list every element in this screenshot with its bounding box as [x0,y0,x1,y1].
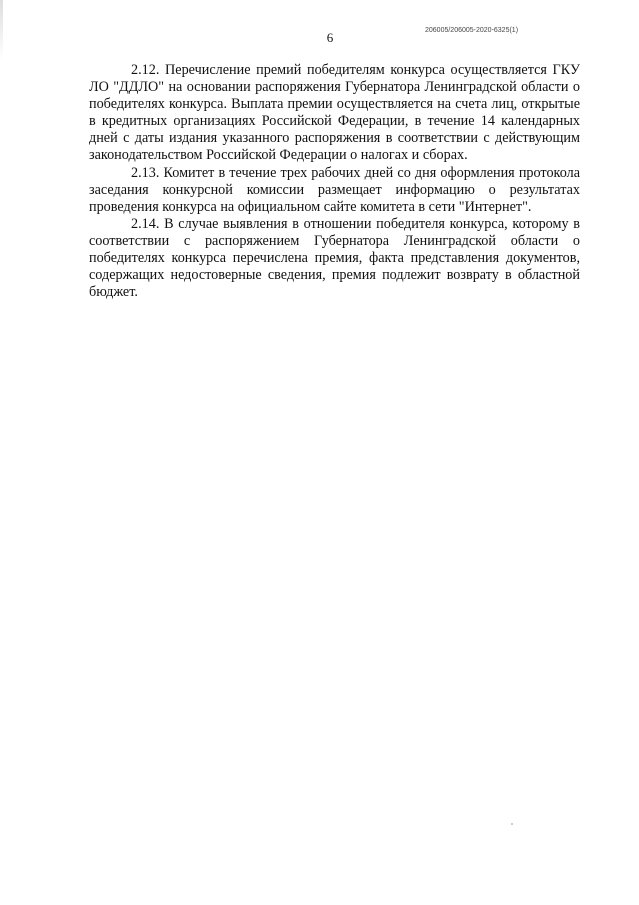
scan-edge-mark [0,0,3,60]
document-body [89,62,580,301]
document-id: 206005/206005-2020-6325(1) [425,27,519,34]
paragraph-2-12: 2.12. Перечисление премий победителям конкурса осуществляется ГКУ ЛО "ДДЛО" на основании распоряжения Губернатора Ленинградской области о победителях конкурса. Выплата премии осуществляется на счета лиц, открытые в кредитных организациях Российской Федерации, в течение 14 календарных дней с даты издания указанного распоряжения в соответствии с действующим законодательством Российской Федерации о налогах и сборах. [89,62,580,164]
scan-speck [511,823,513,825]
paragraph-2-14: 2.14. В случае выявления в отношении победителя конкурса, которому в соответствии с распоряжением Губернатора Ленинградской области о победителях конкурса перечислена премия, факта представления документов, содержащих недостоверные сведения, премия подлежит возврату в областной бюджет. [89,215,580,301]
page-number: 6 [326,30,334,45]
paragraph-2-13: 2.13. Комитет в течение трех рабочих дней со дня оформления протокола заседания конкурсной комиссии размещает информацию о результатах проведения конкурса на официальном сайте комитета в сети "Интернет". [89,164,580,215]
